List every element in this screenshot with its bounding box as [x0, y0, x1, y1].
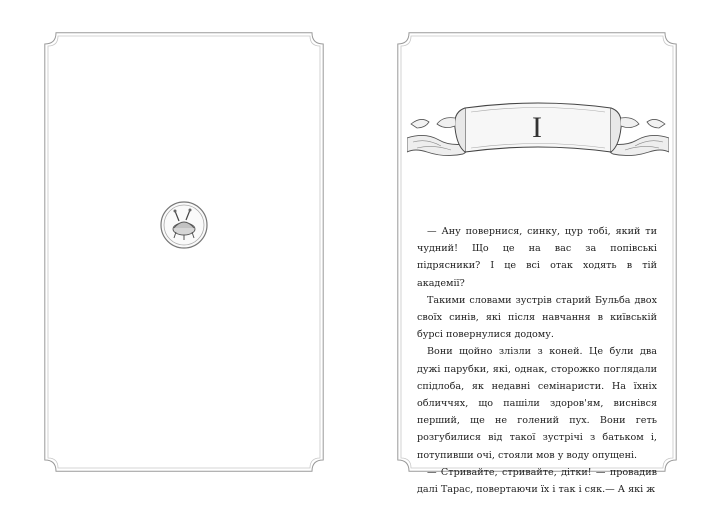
left-page [44, 32, 324, 472]
right-page [397, 32, 677, 496]
left-page-frame [44, 32, 324, 472]
spinning-top-emblem-icon [160, 201, 208, 249]
paragraph: Такими словами зустрів старий Бульба двох своїх синів, які після навчання в київській бурсі повернулися додому. [417, 294, 657, 341]
paragraph: Вони щойно злізли з коней. Це були два дужі парубки, які, однак, сторожко поглядали спідлоба, як недавні семінаристи. На їхніх обличчях, що пашіли здоров'ям, виснівся перший, ще не голений пух. Вони геть розгубилися від такої зустрічі з батьком і, потупивши очі, стояли мов у воду опущені. [417, 346, 657, 461]
chapter-number: I [532, 111, 542, 144]
page-text [417, 223, 657, 498]
paragraph: — Ану повернися, синку, цур тобі, який ти чудний! Що це на вас за попівські підрясники? І це всі отак ходять в тій академії? [417, 226, 657, 289]
paragraph: — Стривайте, стривайте, дітки! — провадив далі Тарас, повертаючи їх і так і сяк.— А які ж [417, 466, 657, 496]
